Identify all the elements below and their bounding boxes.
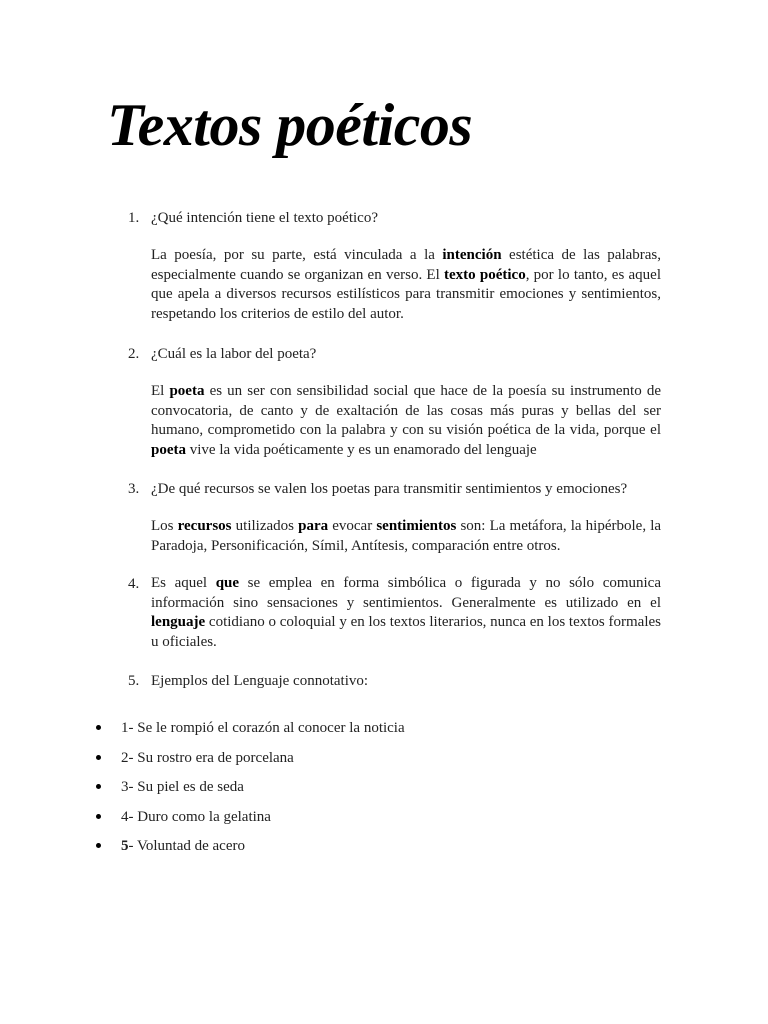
answer-text: son: La metáfora, la hipérbole, la Paradoja, Personificación, Símil, Antítesis, comparación entre otros. (151, 518, 662, 554)
list-item (96, 718, 405, 748)
answer-bold: recursos (177, 518, 232, 534)
answer-4 (151, 574, 661, 652)
example-text: 4- Duro como la gelatina (121, 808, 271, 825)
question-text: ¿Qué intención tiene el texto poético? (151, 210, 378, 226)
bullet-icon (96, 843, 101, 848)
bullet-icon (96, 814, 101, 819)
question-number: 5. (128, 673, 140, 689)
list-item (96, 836, 405, 866)
answer-text: Los (151, 518, 178, 534)
answer-text: estética de las palabras, especialmente cuando se organizan en verso. El (151, 247, 662, 283)
answer-bold: para (298, 518, 329, 534)
answer-text: vive la vida poéticamente y es un enamorado del lenguaje (186, 441, 537, 458)
answer-bold: que (215, 575, 240, 591)
question-1 (128, 209, 378, 228)
bullet-icon (96, 784, 101, 789)
answer-bold: poeta (169, 383, 205, 399)
example-text: 1- Se le rompió el corazón al conocer la noticia (121, 720, 405, 736)
question-number: 2. (128, 346, 140, 362)
list-item (96, 748, 405, 778)
answer-text: , por lo tanto, es aquel que apela a diversos recursos estilísticos para transmitir emociones y sentimientos, respetando los criterios de estilo del autor. (151, 266, 662, 322)
question-4 (128, 575, 151, 594)
answer-text: se emplea en forma simbólica o figurada y no sólo comunica información sino sensaciones y sentimientos. Generalmente es utilizado en el (151, 575, 662, 611)
answer-text: utilizados (231, 518, 299, 534)
question-5 (128, 672, 368, 691)
answer-bold: lenguaje (151, 614, 206, 630)
answer-bold: intención (442, 247, 502, 263)
question-text: ¿De qué recursos se valen los poetas para transmitir sentimientos y emociones? (151, 481, 628, 497)
examples-list (96, 718, 405, 866)
page-title: Textos poéticos (107, 92, 473, 158)
bullet-icon (96, 755, 101, 760)
example-text: - Voluntad de acero (128, 838, 245, 854)
answer-text: La poesía, por su parte, está vinculada a la (151, 247, 443, 263)
question-2 (128, 345, 316, 364)
answer-text: El (151, 383, 170, 399)
list-item (96, 807, 405, 837)
answer-3 (151, 517, 661, 556)
answer-text: evocar (328, 518, 377, 534)
answer-text: Es aquel (151, 575, 216, 591)
example-text: 3- Su piel es de seda (121, 779, 244, 795)
answer-1 (151, 246, 661, 324)
question-text: Ejemplos del Lenguaje connotativo: (151, 673, 369, 689)
answer-text: es un ser con sensibilidad social que hace de la poesía su instrumento de convocatoria, de canto y de exaltación de las cosas más puras y bellas del ser humano, comprometido con la palabra y con su visión poética de la vida, porque el (151, 383, 661, 438)
example-bold: 5 (121, 838, 129, 854)
answer-bold: texto poético (444, 266, 526, 283)
bullet-icon (96, 725, 101, 730)
question-text: ¿Cuál es la labor del poeta? (151, 346, 317, 362)
example-text: 2- Su rostro era de porcelana (121, 749, 294, 766)
answer-text: cotidiano o coloquial y en los textos literarios, nunca en los textos formales u oficiales. (151, 614, 661, 650)
answer-bold: sentimientos (376, 518, 457, 534)
question-number: 3. (128, 481, 140, 497)
question-number: 1. (128, 210, 140, 226)
answer-bold: poeta (151, 441, 186, 458)
list-item (96, 777, 405, 807)
answer-2 (151, 382, 661, 460)
question-number: 4. (128, 576, 140, 592)
question-3 (128, 480, 627, 499)
